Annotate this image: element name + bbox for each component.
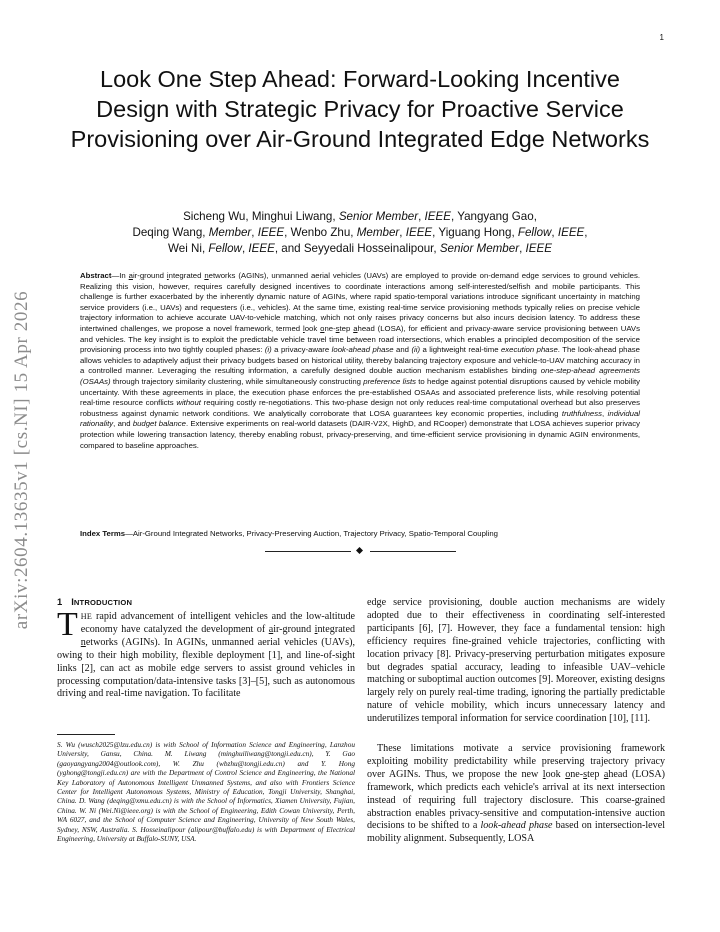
text-run: look-ahead phase — [480, 820, 553, 832]
text-run: a privacy-aware — [271, 345, 332, 355]
author-affiliations-footnote: S. Wu (wusch2025@lzu.edu.cn) is with School of Information Science and Engineering, Lanzhou University, Gansu, China. M. Liwang (minghuiliwang@tongji.edu.cn), Y. Gao (gaoyangyang2004@outlook.com), W. Zhu (wbzhu@tongji.edu.cn) and Y. Hong (yghong@tongji.edu.cn) are with the Department of Control Science and Engineering, the National Key Laboratory of Autonomous Intelligent Unmanned Systems, and also with Frontiers Science Center for Intelligent Autonomous Systems, Ministry of Education, Tongji University, Shanghai, China. D. Wang (deqing@xmu.edu.cn) is with the School of Informatics, Xiamen University, Fujian, China. W. Ni (Wei.Ni@ieee.org) is with the School of Engineering, Edith Cowan University, Perth, WA 6027, and the School of Computer Science and Engineering, University of New South Wales, Sydney, NSW, Australia. S. Hosseinalipour (alipour@buffalo.edu) is with Department of Electrical Engineering, University at Buffalo-SUNY, USA. — [57, 740, 355, 844]
text-run: , — [418, 210, 425, 223]
text-run: to hedge against potential disruptions caused by vehicle mobility uncertainty. With these agreements in place, the execution phase enforces the pre-established OSAAs and associated preference lists, while resolving potential real-time resource conflicts — [80, 376, 641, 408]
separator-rule-left — [265, 551, 351, 552]
text-run: rapid advancement of intelligent vehicles and the low-altitude economy have catalyzed the development of — [80, 611, 355, 635]
author-line-1 — [70, 209, 650, 225]
text-run: ook — [304, 323, 321, 333]
text-run: , Yiguang Hong, — [432, 226, 518, 239]
paper-title: Look One Step Ahead: Forward-Looking Incentive Design with Strategic Privacy for Proactive Service Provisioning over Air-Ground Integrated Edge Networks — [70, 66, 650, 152]
text-run: budget balance — [132, 419, 186, 429]
text-run: and — [393, 345, 412, 355]
text-run: individual rationality — [80, 408, 640, 429]
text-run: one-step-ahead agreements (OSAAs) — [80, 366, 640, 386]
index-terms — [80, 529, 640, 540]
text-run: , and Seyyedali Hosseinalipour, — [274, 242, 440, 255]
text-run: , Wenbo Zhu, — [284, 226, 357, 239]
text-run: n — [80, 636, 86, 648]
text-run: n — [204, 271, 209, 280]
text-run: ne- — [324, 323, 336, 333]
text-run: IEEE — [525, 242, 552, 255]
section-heading — [57, 596, 355, 607]
text-run: Fellow — [208, 242, 242, 255]
text-run: ntegrated — [317, 623, 356, 635]
text-run: (i) — [264, 345, 272, 355]
abstract-body — [80, 271, 640, 450]
text-run: execution phase — [501, 345, 558, 355]
text-run: Member — [356, 226, 400, 239]
intro-paragraph-1-body — [57, 606, 356, 700]
section-title — [71, 596, 132, 607]
text-run: preference lists — [363, 376, 416, 386]
text-run: a — [128, 271, 133, 280]
text-run: Senior Member — [439, 242, 520, 255]
text-run: IEEE — [248, 242, 275, 255]
lead-smallcaps: HE — [80, 612, 93, 621]
text-run: based on intersection-level mobility alignment. Subsequently, LOSA — [367, 820, 665, 845]
text-run: a — [603, 768, 609, 780]
arxiv-stamp-text: arXiv:2604.13635v1 [cs.NI] 15 Apr 2026 — [11, 290, 32, 630]
intro-paragraph-2: edge service provisioning, double auction mechanisms are widely adopted due to their effectiveness in coordinating self-interested participants [6], [7]. However, they face a fundamental tension: high efficiency requires fine-grained vehicle trajectories, conflicting with location privacy [8]. Privacy-preserving perturbation mitigates exposure but degrades spatial accuracy, leading to infeasible UAV–vehicle matching or suboptimal auction outcomes [9]. Moreover, existing designs largely rely on purely real-time trading, ignoring the partially predictable nature of vehicle mobility, which incurs unnecessary latency and underutilizes temporal information for service coordination [10], [11]. — [367, 597, 665, 725]
diamond-icon — [356, 547, 363, 554]
text-run: l — [542, 768, 546, 780]
text-run: ne- — [570, 768, 584, 780]
section-title-initial: I — [71, 596, 74, 607]
text-run: . The look-ahead phase allows vehicles to adaptively adjust their privacy budgets based on historical utility, thereby balancing trajectory exposure and vehicle-to-UAV matching accuracy in a controlled manner. Leveraging the resulting information, a carefully designed double auction mechanism establishes binding — [80, 345, 640, 376]
author-line-3 — [70, 241, 650, 257]
text-run: g — [282, 623, 288, 635]
text-run: truthfulness — [561, 408, 602, 418]
intro-paragraph-3 — [367, 743, 665, 846]
text-run: l — [303, 323, 305, 333]
text-run: look-ahead phase — [331, 345, 394, 355]
text-run: s — [583, 768, 588, 780]
text-run: head (LOSA), for efficient and privacy-aware service provisioning between UAVs and vehicles. The key insight is to exploit the predictable vehicle travel time between road intersections, which enables a principled decomposition of the service provisioning process into two tightly coupled phases: — [80, 323, 640, 355]
text-run: through trajectory similarity clustering, while simultaneously constructing — [110, 376, 364, 386]
section-title-rest: NTRODUCTION — [73, 598, 133, 607]
text-run: round — [144, 271, 167, 280]
intro-paragraph-1 — [57, 606, 356, 701]
text-run: ook — [545, 768, 566, 780]
text-run: ir- — [132, 271, 140, 280]
text-run: , — [519, 242, 526, 255]
abstract-label: Abstract — [80, 271, 112, 280]
text-run: , — [251, 226, 258, 239]
text-run: IEEE — [424, 210, 451, 223]
text-run: head (LOSA) framework, which predicts each vehicle's arrival at its next intersection instead of requiring full trajectory disclosure. This coarse-grained abstraction enables privacy-sensitive and computation-intensive auction decisions to be shifted to a — [367, 768, 665, 832]
abstract — [80, 271, 640, 451]
text-run: round — [287, 623, 315, 635]
text-run: etworks (AGINs), unmanned aerial vehicles (UAVs) are employed to provide on-demand edge services to ground vehicles. Realizing this vision, however, requires carefully designed incentives to coordinate interactions among self-interested/selfish and mobile participants. This challenge is further exacerbated by the inherently dynamic nature of AGINs, where rapid spatio-temporal variations introduce significant uncertainty in matching service providers (i.e., UAVs) and requesters (i.e., vehicles). At the same time, existing real-time service provisioning methods typically relies on precise vehicle trajectory information to achieve accurate UAV-to-vehicle matching, which not only raises privacy concerns but also incurs decision latency. To address these intertwined challenges, we propose a novel framework, termed — [80, 271, 641, 333]
text-run: ir- — [273, 623, 283, 635]
text-run: tep — [339, 323, 354, 333]
section-number: 1 — [57, 596, 63, 607]
text-run: , — [584, 226, 588, 239]
text-run: requiring costly re-negotiations. This two-phase design not only reduces real-time computational overhead but also preserves robustness against dynamic network conditions. We analytically corroborate that LOSA guarantees key economic properties, including — [80, 398, 640, 418]
text-run: o — [320, 323, 325, 333]
text-run: , — [551, 226, 558, 239]
text-run: , — [241, 242, 249, 255]
text-run: tep — [587, 768, 604, 780]
text-run: , — [399, 226, 406, 239]
text-run: a lightweight real-time — [420, 345, 501, 355]
text-run: , — [602, 408, 608, 418]
text-run: g — [139, 271, 145, 280]
text-run: a — [268, 623, 274, 635]
section-separator — [0, 546, 720, 556]
text-run: etworks (AGINs). In AGINs, unmanned aerial vehicles (UAVs), owing to their high mobility, flexible deployment [1], and line-of-sight links [2], can act as mobile edge servers to assist ground vehicles in processing computation/data-intensive tasks [3]–[5], such as autonomous driving and real-time navigation. To facilitate — [57, 636, 355, 700]
text-run: i — [166, 271, 169, 280]
text-run: Wei Ni, — [168, 242, 209, 255]
drop-cap: T — [57, 606, 78, 643]
text-run: . Extensive experiments on real-world datasets (DAIR-V2X, HighD, and RCooper) demonstrate that LOSA achieves superior privacy protection while lowering transaction latency, thereby enabling robust, privacy-preserving, and time-efficient service provisioning in dynamic AGIN environments, compared to baseline approaches. — [80, 419, 640, 450]
text-run: Deqing Wang, — [132, 226, 209, 239]
text-run: IEEE — [405, 226, 433, 239]
text-run: IEEE — [257, 226, 285, 239]
text-run: a — [353, 323, 358, 333]
text-run: Fellow — [517, 226, 552, 239]
author-line-2 — [70, 225, 650, 241]
text-run: These limitations motivate a service provisioning framework exploiting mobility predictability while preserving trajectory privacy over AGINs. Thus, we propose the new — [367, 743, 665, 780]
text-run: Senior Member — [338, 210, 419, 223]
text-run: Sicheng Wu, Minghui Liwang, — [183, 210, 339, 223]
text-run: (ii) — [411, 345, 421, 355]
author-list — [70, 209, 650, 257]
text-run: IEEE — [557, 226, 585, 239]
text-run: i — [314, 623, 318, 635]
text-run: , and — [113, 419, 133, 429]
index-terms-label: Index Terms — [80, 529, 126, 538]
separator-rule-right — [370, 551, 456, 552]
text-run: Member — [208, 226, 252, 239]
text-run: —In — [111, 271, 129, 280]
text-run: ntegrated — [168, 271, 205, 280]
page-number: 1 — [659, 33, 664, 42]
text-run: s — [335, 323, 340, 333]
text-run: o — [565, 768, 571, 780]
text-run: , Yangyang Gao, — [450, 210, 537, 223]
index-terms-body: —Air-Ground Integrated Networks, Privacy-Preserving Auction, Trajectory Privacy, Spatio-Temporal Coupling — [125, 529, 498, 538]
footnote-rule — [57, 734, 115, 735]
text-run: without — [176, 398, 201, 408]
